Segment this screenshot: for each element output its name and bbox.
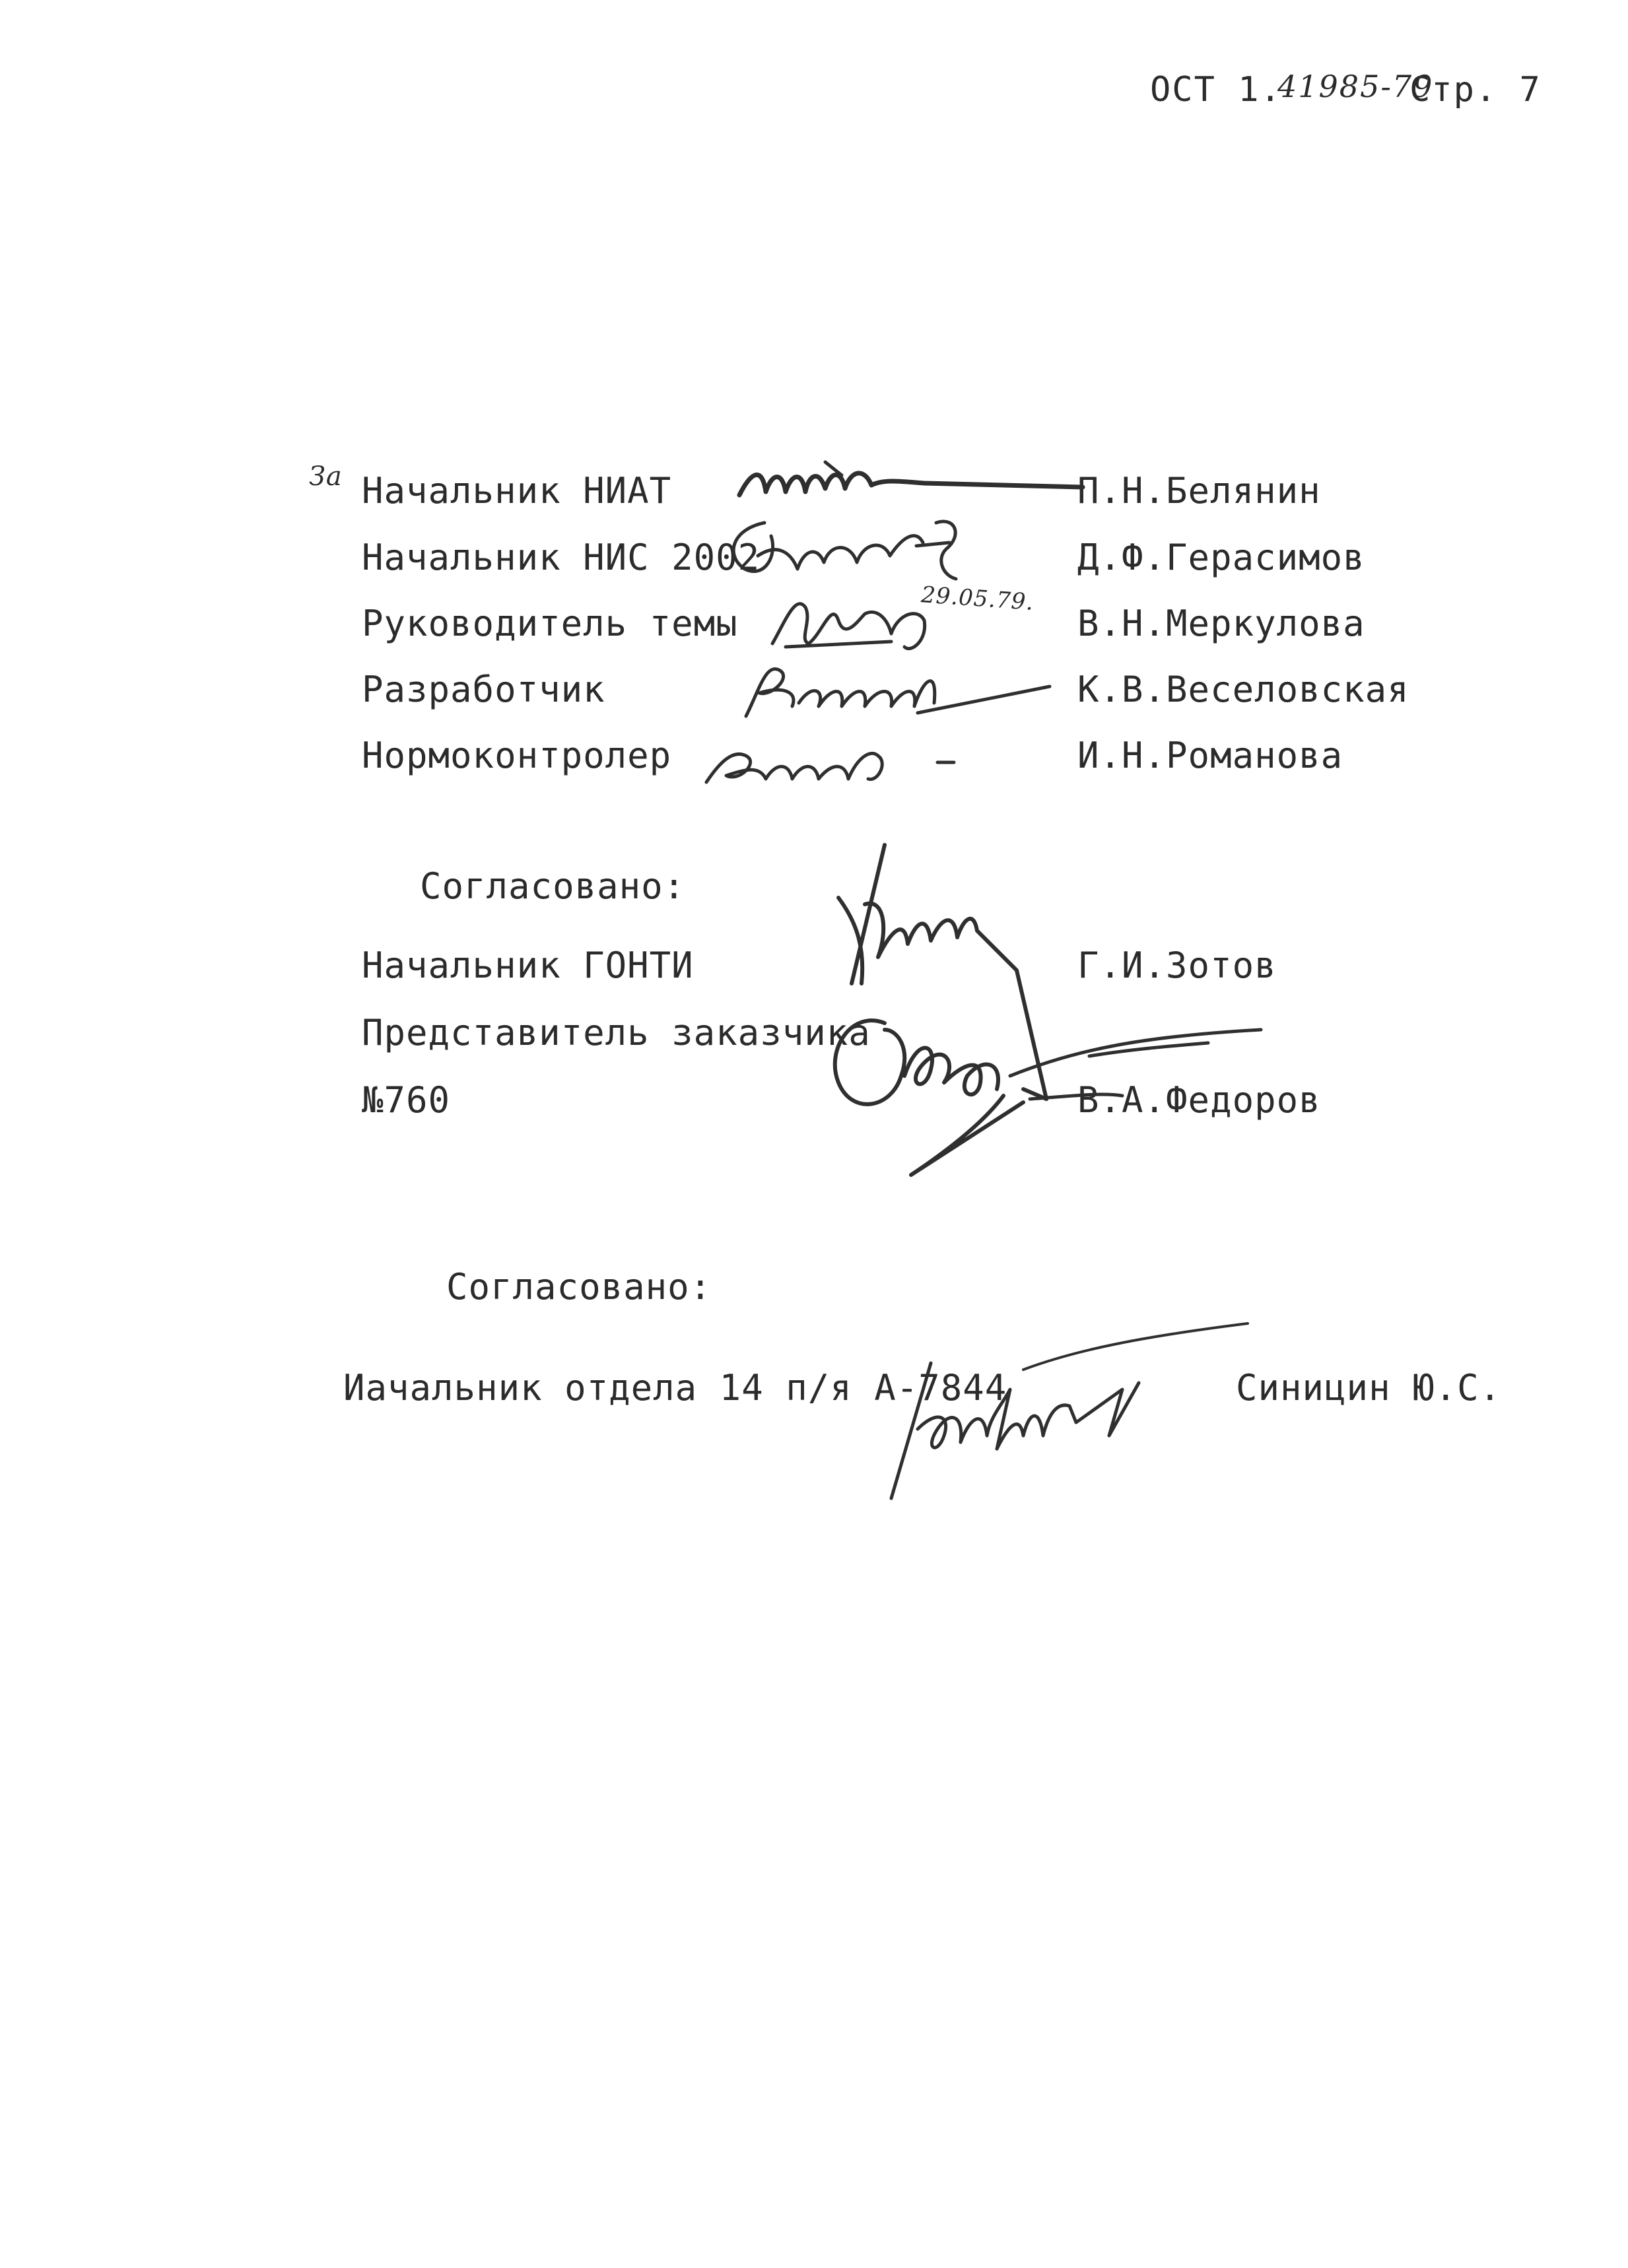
agreed-1-position-1: Начальник ГОНТИ: [362, 945, 694, 986]
approval-name-2: Д.Ф.Герасимов: [1077, 537, 1365, 578]
agreed-1-name-1: Г.И.Зотов: [1077, 945, 1277, 986]
page-label: Стр. 7: [1409, 70, 1542, 110]
agreed-title-2: Согласовано:: [446, 1266, 712, 1308]
agreed-1-position-2: Представитель заказчика: [362, 1012, 871, 1053]
agreed-2-name-1: Синицин Ю.С.: [1236, 1367, 1502, 1409]
signature-romanova: [693, 716, 997, 795]
signature-fedorov: [812, 970, 1274, 1221]
signature-sinitsin: [878, 1310, 1261, 1515]
standard-number-handwritten: 41985-79: [1277, 69, 1434, 104]
approval-name-4: К.В.Веселовская: [1077, 669, 1409, 710]
approval-position-4: Разработчик: [362, 669, 605, 710]
agreed-1-name-2: В.А.Федоров: [1077, 1079, 1321, 1121]
signature-merkulova: [759, 581, 944, 660]
approval-position-1: Начальник НИАТ: [362, 470, 672, 512]
agreed-title-1: Согласовано:: [420, 865, 686, 907]
approval-position-3: Руководитель темы: [362, 603, 738, 644]
handwritten-date-note: 29.05.79.: [920, 582, 1035, 616]
approval-position-5: Нормоконтролер: [362, 735, 672, 776]
agreed-2-position-1: Иачальник отдела 14 п/я А-7844: [343, 1367, 1007, 1409]
approval-name-5: И.Н.Романова: [1077, 735, 1343, 776]
standard-prefix: ОСТ 1.: [1150, 70, 1282, 110]
approval-name-3: В.Н.Меркулова: [1077, 603, 1365, 644]
approval-name-1: П.Н.Белянин: [1077, 470, 1321, 512]
agreed-1-position-2-line2: №760: [362, 1079, 451, 1121]
handwritten-prefix-note: За: [309, 461, 343, 492]
signature-belyanin: [726, 455, 1096, 515]
approval-position-2: Начальник НИС 2002: [362, 537, 761, 578]
